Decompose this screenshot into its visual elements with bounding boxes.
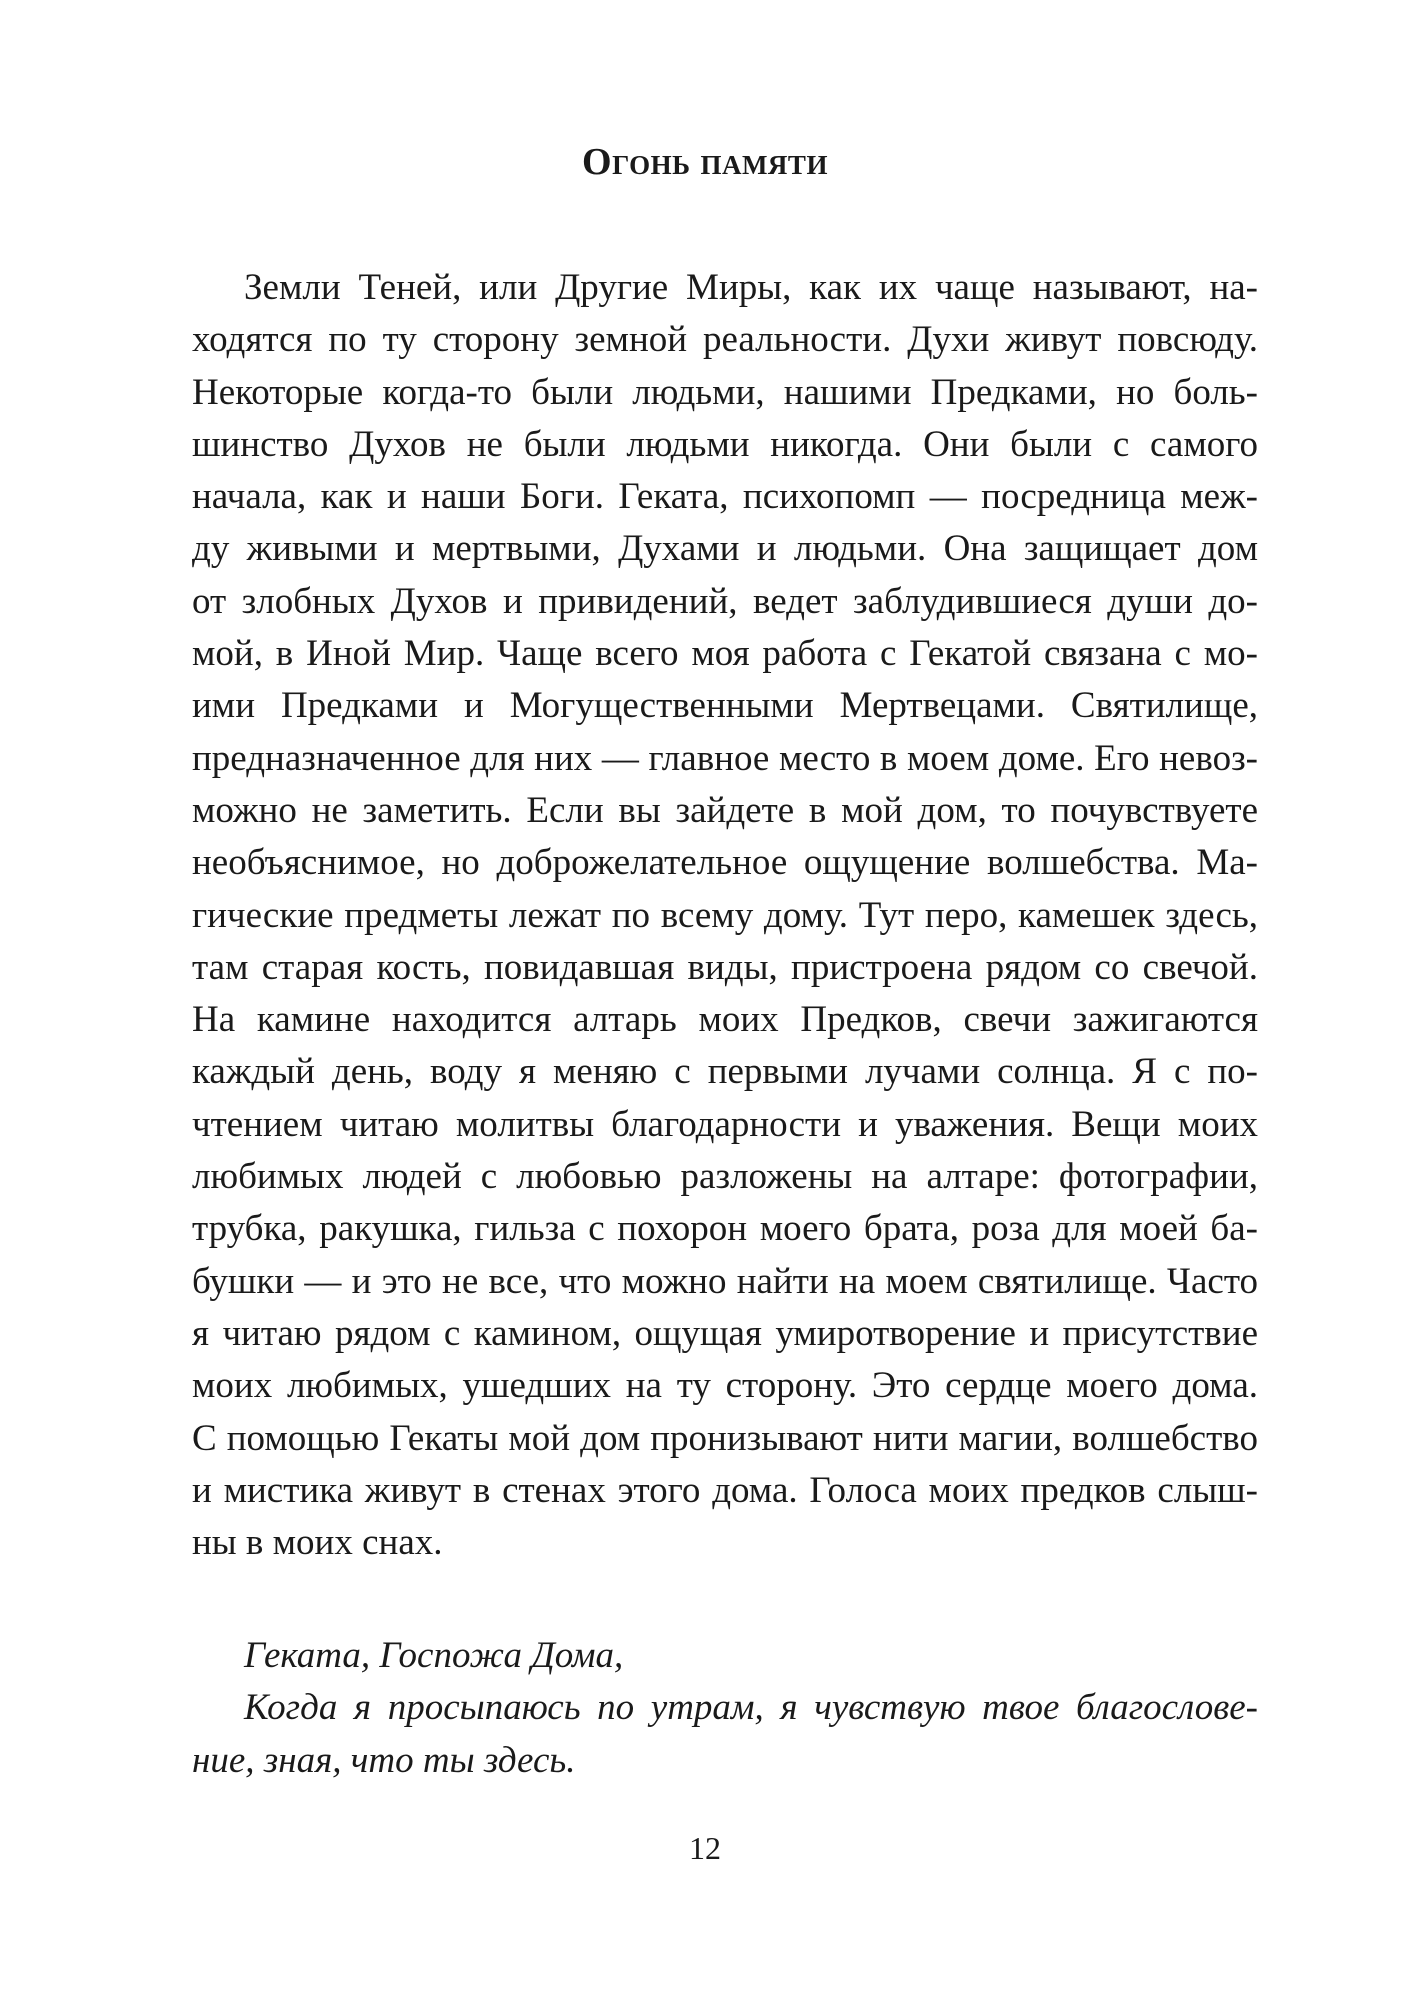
prayer-verse [192,1630,1258,1787]
paragraph-line: начала, как и наши Боги. Геката, психопомп — посредница меж- [192,476,1258,518]
paragraph-line: можно не заметить. Если вы зайдете в мой дом, то почувствуете [192,789,1258,831]
main-paragraph [192,262,1258,1569]
paragraph-line: необъяснимое, но доброжелательное ощущение волшебства. Ма- [192,842,1258,884]
paragraph-line: ду живыми и мертвыми, Духами и людьми. Она защищает дом [192,528,1258,570]
prayer-line: ние, зная, что ты здесь. [192,1739,576,1781]
paragraph-line: шинство Духов не были людьми никогда. Они были с самого [192,423,1258,465]
paragraph-line: чтением читаю молитвы благодарности и уважения. Вещи моих [192,1103,1258,1145]
paragraph-line: моих любимых, ушедших на ту сторону. Это сердце моего дома. [192,1365,1258,1407]
prayer-line: Когда я просыпаюсь по утрам, я чувствую твое благослове- [244,1687,1258,1729]
paragraph-line: трубка, ракушка, гильза с похорон моего брата, роза для моей ба- [192,1208,1258,1250]
paragraph-line: С помощью Гекаты мой дом пронизывают нити магии, волшебство [192,1417,1258,1459]
paragraph-line: предназначенное для них — главное место в моем доме. Его невоз- [192,737,1258,779]
paragraph-line: от злобных Духов и привидений, ведет заблудившиеся души до- [192,580,1258,622]
paragraph-line: там старая кость, повидавшая виды, пристроена рядом со свечой. [192,946,1258,988]
paragraph-line: и мистика живут в стенах этого дома. Голоса моих предков слыш- [192,1469,1258,1511]
paragraph-line: ходятся по ту сторону земной реальности. Духи живут повсюду. [192,319,1258,361]
paragraph-line: ими Предками и Могущественными Мертвецами. Святилище, [192,685,1258,727]
paragraph-line: каждый день, воду я меняю с первыми лучами солнца. Я с по- [192,1051,1258,1093]
prayer-line: Геката, Госпожа Дома, [244,1635,624,1676]
paragraph-line: я читаю рядом с камином, ощущая умиротворение и присутствие [192,1312,1258,1354]
chapter-title: Огонь памяти [582,141,828,183]
page-number: 12 [689,1830,721,1866]
paragraph-line: бушки — и это не все, что можно найти на моем святилище. Часто [192,1260,1258,1302]
paragraph-line: Некоторые когда-то были людьми, нашими Предками, но боль- [192,371,1258,413]
paragraph-line: любимых людей с любовью разложены на алтаре: фотографии, [192,1156,1258,1198]
paragraph-line: гические предметы лежат по всему дому. Тут перо, камешек здесь, [192,894,1258,936]
paragraph-line: На камине находится алтарь моих Предков, свечи зажигаются [192,999,1258,1041]
paragraph-line: ны в моих снах. [192,1522,443,1564]
paragraph-line: мой, в Иной Мир. Чаще всего моя работа с Гекатой связана с мо- [192,633,1258,675]
paragraph-line: Земли Теней, или Другие Миры, как их чаще называют, на- [244,267,1258,308]
